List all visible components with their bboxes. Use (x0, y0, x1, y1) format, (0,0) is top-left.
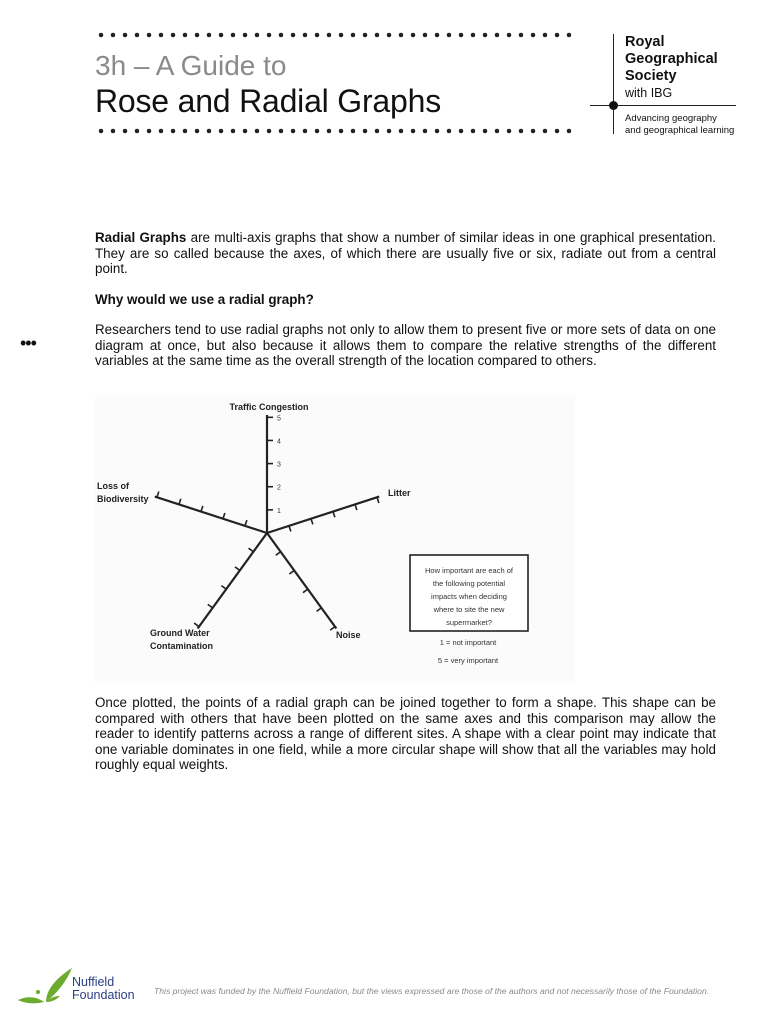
radial-graph-svg (95, 395, 575, 683)
axis-tick-litter-2 (311, 519, 313, 525)
axis-label-ground-water-contamination: Ground Water (150, 628, 210, 638)
axis-tick-loss-of-biodiversity-4 (179, 499, 181, 505)
axis-tick-noise-5 (330, 627, 335, 631)
axis-noise (267, 533, 336, 628)
axis-tick-ground-water-contamination-5 (194, 623, 199, 627)
top-dotted-rule (95, 32, 577, 38)
axis-tick-litter-5 (377, 497, 379, 503)
radial-graph-figure (95, 395, 575, 683)
scale-label-5: 5 (277, 415, 281, 423)
axis-tick-loss-of-biodiversity-3 (201, 506, 203, 512)
scale-label-4: 4 (277, 438, 281, 446)
scale-label-2: 2 (277, 484, 281, 492)
axis-litter (267, 497, 379, 533)
legend-min: 1 = not important (439, 638, 497, 647)
closing-paragraph: Once plotted, the points of a radial graph can be joined together to form a shape. This shape can be compared with others that have been plotted on the same axes and this comparison may allow the reader to identify patterns across a range of different sites. A shape with a clear point may indicate that one variable dominates in one field, while a more circular shape will show that all the variables may hold roughly equal weights. (95, 695, 716, 773)
guide-kicker: 3h – A Guide to (95, 50, 287, 81)
axis-loss-of-biodiversity (155, 497, 267, 533)
question-line: impacts when deciding (431, 592, 507, 601)
axis-tick-litter-3 (333, 512, 335, 518)
question-line: where to site the new (433, 605, 505, 614)
axis-label-ground-water-contamination: Contamination (150, 641, 213, 651)
axis-label-litter: Litter (388, 488, 411, 498)
rgs-logo-dot (609, 101, 618, 110)
radial-axes (155, 415, 379, 630)
axis-tick-noise-3 (303, 589, 308, 593)
rgs-logo-name: Royal Geographical Society (625, 34, 718, 84)
answer-paragraph: Researchers tend to use radial graphs not only to allow them to present five or more sets of data on one diagram at once, but also because it allows them to compare the relative strengths of the different variables at the same time as the overall strength of the location compared to others. (95, 322, 716, 369)
section-heading: Why would we use a radial graph? (95, 292, 314, 307)
axis-tick-ground-water-contamination-3 (221, 586, 226, 590)
axis-tick-loss-of-biodiversity-1 (245, 520, 247, 526)
scale-label-3: 3 (277, 461, 281, 469)
page-title: Rose and Radial Graphs (95, 83, 442, 119)
axis-tick-noise-2 (289, 570, 294, 574)
axis-ground-water-contamination (198, 533, 267, 628)
axis-labels (97, 402, 411, 651)
axis-tick-ground-water-contamination-1 (249, 548, 254, 552)
axis-tick-litter-4 (355, 504, 357, 510)
footer-disclaimer: This project was funded by the Nuffield Foundation, but the views expressed are those of the authors and not necessarily those of the Foundation. (154, 986, 710, 996)
nuffield-foundation-logo-text: Nuffield Foundation (72, 975, 135, 1002)
question-line: How important are each of (425, 566, 513, 575)
axis-tick-loss-of-biodiversity-2 (223, 513, 225, 519)
rgs-logo-tagline: Advancing geography and geographical learning (625, 113, 735, 136)
axis-label-loss-of-biodiversity: Biodiversity (97, 494, 149, 504)
axis-tick-noise-4 (317, 608, 322, 612)
axis-tick-litter-1 (289, 526, 291, 532)
axis-label-traffic-congestion: Traffic Congestion (229, 402, 309, 412)
question-line: the following potential (432, 579, 506, 588)
legend-max: 5 = very important (437, 656, 499, 665)
side-ellipsis-marker: ••• (20, 333, 36, 353)
question-line: supermarket? (446, 618, 492, 627)
nuffield-leaf-icon (16, 962, 76, 1008)
bottom-dotted-rule (95, 128, 577, 134)
intro-term: Radial Graphs (95, 230, 187, 245)
axis-label-noise: Noise (336, 630, 361, 640)
intro-paragraph (95, 230, 716, 277)
rgs-logo-vertical-line (613, 34, 614, 134)
axis-tick-ground-water-contamination-4 (208, 604, 213, 608)
axis-label-loss-of-biodiversity: Loss of (97, 481, 130, 491)
axis-tick-loss-of-biodiversity-5 (157, 492, 159, 498)
scale-label-1: 1 (277, 507, 281, 515)
rgs-logo-with-ibg: with IBG (625, 86, 673, 100)
axis-tick-ground-water-contamination-2 (235, 567, 240, 571)
intro-text: are multi-axis graphs that show a number of similar ideas in one graphical presentation. They are so called because the axes, of which there are usually five or six, radiate out from a central point. (95, 230, 716, 277)
axis-tick-noise-1 (276, 552, 281, 556)
